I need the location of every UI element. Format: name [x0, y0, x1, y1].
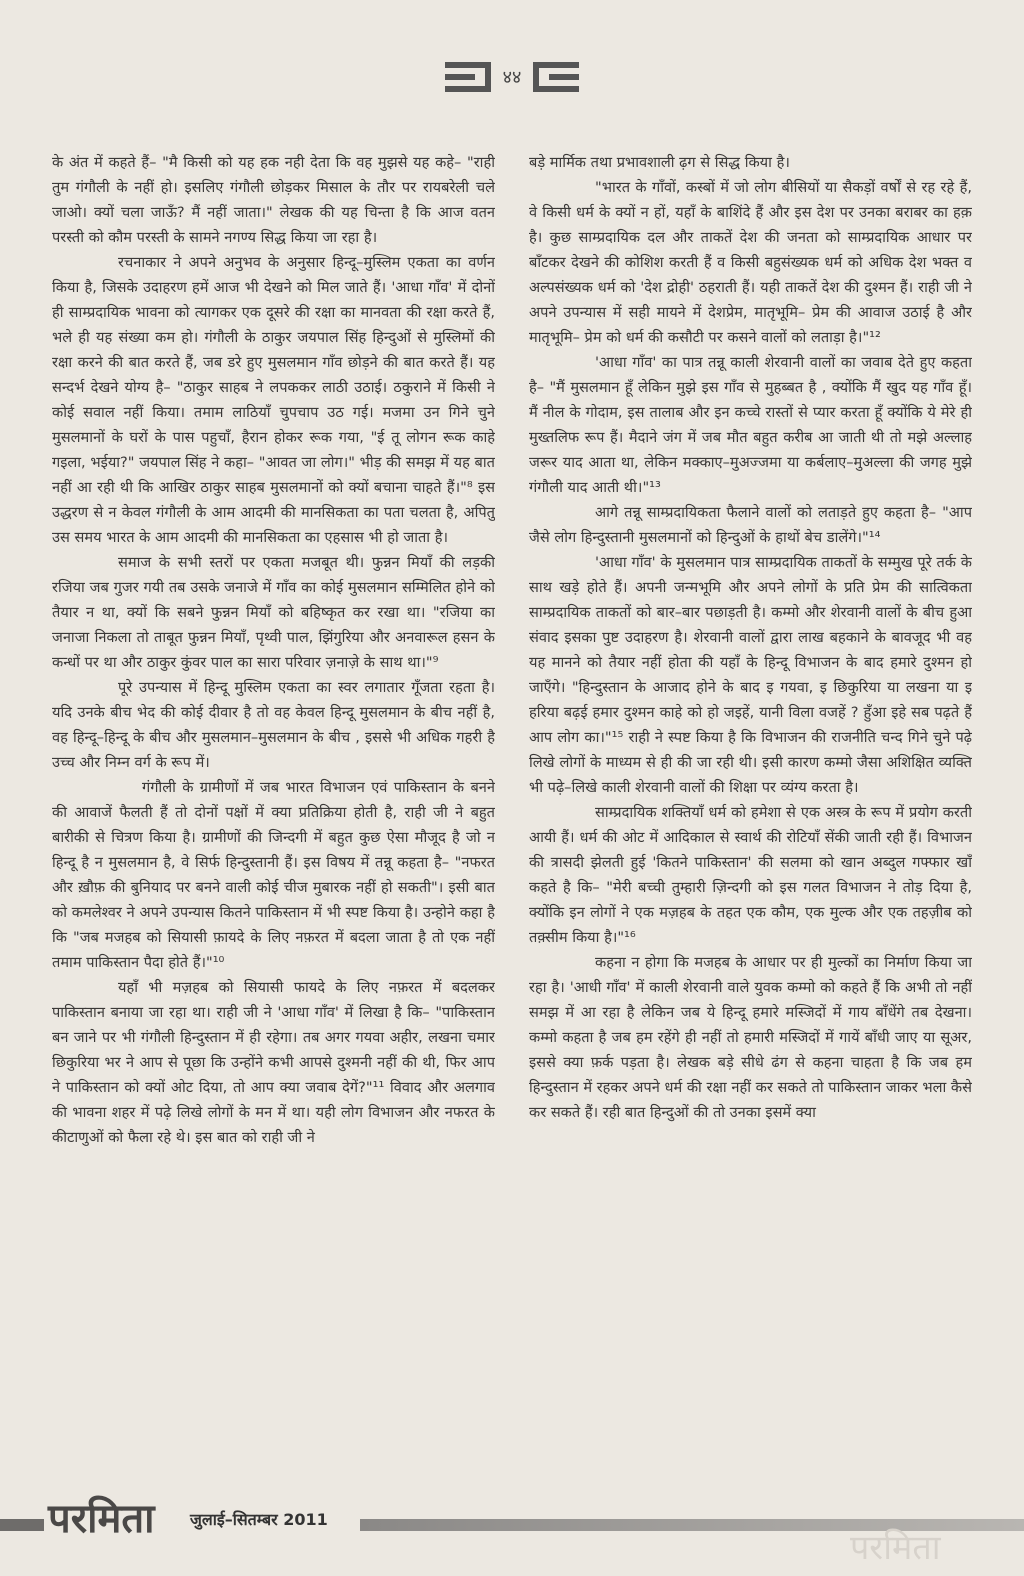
page-number: ४४: [502, 67, 522, 88]
paragraph: के अंत में कहते हैं– "मै किसी को यह हक नही देता कि वह मुझसे यह कहे– "राही तुम गंगौली के नहीं हो। इसलिए गंगौली छोड़कर मिसाल के तौर पर रायबरेली चले जाओ। क्यों चला जाऊँ? मैं नहीं जाता।" लेखक की यह चिन्ता है कि आज वतन परस्ती को कौम परस्ती के सामने नगण्य सिद्ध किया जा रहा है।: [52, 154, 495, 246]
left-bracket-ornament: [445, 58, 491, 96]
paragraph: 'आधा गाँव' के मुसलमान पात्र साम्प्रदायिक ताकतों के सम्मुख पूरे तर्क के साथ खड़े होते हैं। अपनी जन्मभूमि और अपने लोगों के प्रति प्रेम की सात्विकता साम्प्रदायिक ताकतों को बार–बार पछाड़ती है। कम्मो और शेरवानी वालों के बीच हुआ संवाद इसका पुष्ट उदाहरण है। शेरवानी वालों द्वारा लाख बहकाने के बावजूद भी वह यह मानने को तैयार नहीं होता की यहाँ के हिन्दू विभाजन के बाद हमारे दुश्मन हो जाएँगे। "हिन्दुस्तान के आजाद होने के बाद इ गयवा, इ छिकुरिया या लखना या इ हरिया बढ़ई हमार दुश्मन काहे को हो जइहें, यानी विला वजहें ? हुँआ इहे सब पढ़ते हैं आप लोग का।"¹⁵ राही ने स्पष्ट किया है कि विभाजन की राजनीति चन्द गिने चुने पढ़े लिखे लोगों के माध्यम से ही की जा रही थी। इसी कारण कम्मो जैसा अशिक्षित व्यक्ति भी पढ़े–लिखे काली शेरवानी वालों की शिक्षा पर व्यंग्य करता है।: [529, 554, 972, 796]
paragraph: 'आधा गाँव' का पात्र तन्नू काली शेरवानी वालों का जवाब देते हुए कहता है– "मैं मुसलमान हूँ लेकिन मुझे इस गाँव से मुहब्बत है , क्योंकि मैं खुद यह गाँव हूँ। मैं नील के गोदाम, इस तालाब और इन कच्चे रास्तों से प्यार करता हूँ क्योंकि ये मेरे ही मुख्तलिफ रूप हैं। मैदाने जंग में जब मौत बहुत करीब आ जाती थी तो मझे अल्लाह जरूर याद आता था, लेकिन मक्काए–मुअज्जमा या कर्बलाए–मुअल्ला की जगह मुझे गंगौली याद आती थी।"¹³: [529, 354, 972, 496]
magazine-logo: परमिता: [48, 1495, 155, 1542]
left-column: [52, 150, 495, 1490]
paragraph: आगे तन्नू साम्प्रदायिकता फैलाने वालों को लताड़ते हुए कहता है– "आप जैसे लोग हिन्दुस्तानी मुसलमानों को हिन्दुओं के हाथों बेच डालेंगे।"¹⁴: [529, 504, 972, 546]
paragraph: "भारत के गाँवों, कस्बों में जो लोग बीसियों या सैकड़ों वर्षों से रह रहे हैं, वे किसी धर्म के क्यों न हों, यहाँ के बाशिंदे हैं और इस देश पर उनका बराबर का हक़ है। कुछ साम्प्रदायिक दल और ताकतें देश की जनता को साम्प्रदायिक आधार पर बाँटकर देखने की कोशिश करती हैं व किसी बहुसंख्यक धर्म को अधिक देश भक्त व अल्पसंख्यक धर्म को 'देश द्रोही' ठहराती हैं। यही ताकतें देश की दुश्मन हैं। राही जी ने अपने उपन्यास में सही मायने में देशप्रेम, मातृभूमि– प्रेम की आवाज उठाई है और मातृभूमि– प्रेम को धर्म की कसौटी पर कसने वालों को लताड़ा है।"¹²: [529, 179, 972, 346]
logo-watermark: परमिता: [850, 1528, 941, 1568]
footer-rule-left: [0, 1519, 44, 1531]
paragraph: समाज के सभी स्तरों पर एकता मजबूत थी। फुन्नन मियाँ की लड़की रजिया जब गुजर गयी तब उसके जनाजे में गाँव का कोई मुसलमान सम्मिलित होने को तैयार न था, क्यों कि सबने फुन्नन मियाँ को बहिष्कृत कर रखा था। "रजिया का जनाजा निकला तो ताबूत फुन्नन मियाँ, पृथ्वी पाल, झिंगुरिया और अनवारूल हसन के कन्धों पर था और ठाकुर कुंवर पाल का सारा परिवार ज़नाज़े के साथ था।"⁹: [52, 554, 495, 671]
paragraph: बड़े मार्मिक तथा प्रभावशाली ढ़ग से सिद्ध किया है।: [529, 154, 790, 171]
page-footer: [0, 1492, 1024, 1568]
paragraph: रचनाकार ने अपने अनुभव के अनुसार हिन्दू–मुस्लिम एकता का वर्णन किया है, जिसके उदाहरण हमें आज भी देखने को मिल जाते हैं। 'आधा गाँव' में दोनों ही साम्प्रदायिक भावना को त्यागकर एक दूसरे की रक्षा का मानवता की रक्षा करते हैं, भले ही यह संख्या कम हो। गंगौली के ठाकुर जयपाल सिंह हिन्दुओं से मुस्लिमों की रक्षा करने की बात करते हैं, जब डरे हुए मुसलमान गाँव छोड़ने की बात करते हैं। यह सन्दर्भ देखने योग्य है– "ठाकुर साहब ने लपककर लाठी उठाई। ठकुराने में किसी ने कोई सवाल नहीं किया। तमाम लाठियाँ चुपचाप उठ गई। मजमा उन गिने चुने मुसलमानों के घरों के पास पहुचाँ, हैरान होकर रूक गया, "ई तू लोगन रूक काहे गइला, भईया?" जयपाल सिंह ने कहा– "आवत जा लोग।" भीड़ की समझ में यह बात नहीं आ रही थी कि आखिर ठाकुर साहब मुसलमानों को क्यों बचाना चाहते हैं।"⁸ इस उद्धरण से न केवल गंगौली के आम आदमी की मानसिकता का पता चलता है, अपितु उस समय भारत के आम आदमी की मानसिकता का एहसास भी हो जाता है।: [52, 254, 495, 546]
paragraph: यहाँ भी मज़हब को सियासी फायदे के लिए नफ़रत में बदलकर पाकिस्तान बनाया जा रहा था। राही जी ने 'आधा गाँव' में लिखा है कि– "पाकिस्तान बन जाने पर भी गंगौली हिन्दुस्तान में ही रहेगा। तब अगर गयवा अहीर, लखना चमार छिकुरिया भर ने आप से पूछा कि उन्होंने कभी आपसे दुश्मनी नहीं की थी, फिर आप ने पाकिस्तान को क्यों ओट दिया, तो आप क्या जवाब देगें?"¹¹ विवाद और अलगाव की भावना शहर में पढ़े लिखे लोगों के मन में था। यही लोग विभाजन और नफरत के कीटाणुओं को फैला रहे थे। इस बात को राही जी ने: [52, 979, 495, 1146]
paragraph: साम्प्रदायिक शक्तियाँ धर्म को हमेशा से एक अस्त्र के रूप में प्रयोग करती आयी हैं। धर्म की ओट में आदिकाल से स्वार्थ की रोटियाँ सेंकी जाती रही हैं। विभाजन की त्रासदी झेलती हुई 'कितने पाकिस्तान' की सलमा को खान अब्दुल गफ्फार खाँ कहते है कि– "मेरी बच्ची तुम्हारी ज़िन्दगी को इस गलत विभाजन ने तोड़ दिया है, क्योंकि इन लोगों ने एक मज़हब के तहत एक कौम, एक मुल्क और एक तहज़ीब को तक़्सीम किया है।"¹⁶: [529, 804, 972, 946]
paragraph: कहना न होगा कि मजहब के आधार पर ही मुल्कों का निर्माण किया जा रहा है। 'आधी गाँव' में काली शेरवानी वाले युवक कम्मो को कहते हैं कि अभी तो नहीं समझ में आ रहा है लेकिन जब ये हिन्दू हमारे मस्जिदों में गाय बाँधेंगे तब देखना। कम्मो कहता है जब हम रहेंगे ही नहीं तो हमारी मस्जिदों में गायें बाँधी जाए या सूअर, इससे क्या फ़र्क पड़ता है। लेखक बड़े सीधे ढंग से कहना चाहता है कि जब हम हिन्दुस्तान में रहकर अपने धर्म की रक्षा नहीं कर सकते तो पाकिस्तान जाकर भला कैसे कर सकते हैं। रही बात हिन्दुओं की तो उनका इसमें क्या: [529, 954, 972, 1121]
paragraph: पूरे उपन्यास में हिन्दू मुस्लिम एकता का स्वर लगातार गूँजता रहता है। यदि उनके बीच भेद की कोई दीवार है तो वह केवल हिन्दू मुसलमान के बीच नहीं है, वह हिन्दू–हिन्दू के बीच और मुसलमान–मुसलमान के बीच , इससे भी अधिक गहरी है उच्च और निम्न वर्ग के रूप में।: [52, 679, 495, 771]
paragraph: गंगौली के ग्रामीणों में जब भारत विभाजन एवं पाकिस्तान के बनने की आवाजें फैलती हैं तो दोनों पक्षों में क्या प्रतिक्रिया होती है, राही जी ने बहुत बारीकी से चित्रण किया है। ग्रामीणों की जिन्दगी में बहुत कुछ ऐसा मौजूद है जो न हिन्दू है न मुसलमान है, वे सिर्फ हिन्दुस्तानी हैं। इस विषय में तन्नू कहता है– "नफरत और ख़ौफ़ की बुनियाद पर बनने वाली कोई चीज मुबारक नहीं हो सकती"। इसी बात को कमलेश्वर ने अपने उपन्यास कितने पाकिस्तान में भी स्पष्ट किया है। उन्होने कहा है कि "जब मजहब को सियासी फ़ायदे के लिए नफ़रत में बदला जाता है तो एक नहीं तमाम पाकिस्तान पैदा होते हैं।"¹⁰: [52, 779, 495, 971]
issue-date: जुलाई–सितम्बर 2011: [190, 1510, 328, 1529]
page-number-mark: [0, 52, 1024, 102]
right-column: [529, 150, 972, 1490]
right-bracket-ornament: [533, 58, 579, 96]
article-body: [52, 150, 972, 1490]
